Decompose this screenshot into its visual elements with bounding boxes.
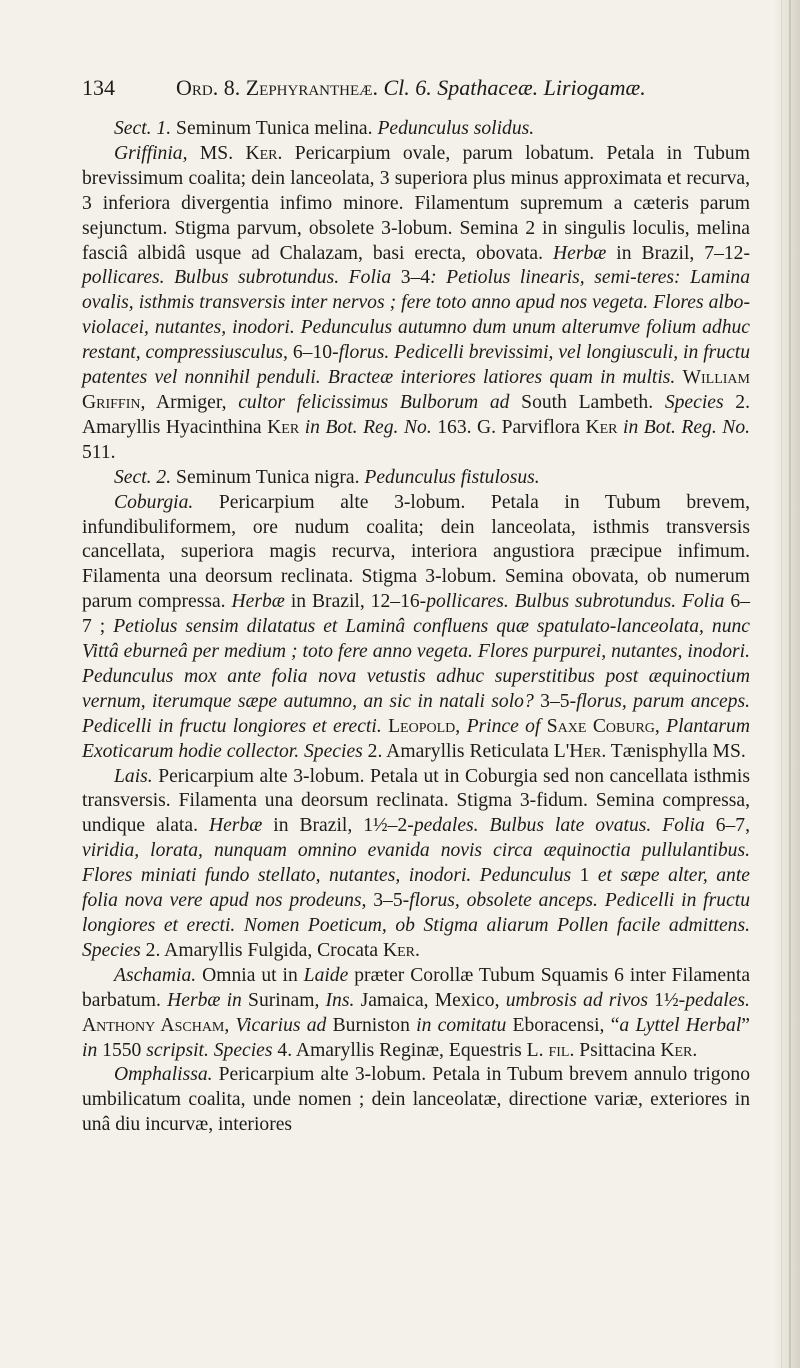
- page-edge-line: [789, 0, 791, 1368]
- genus-griffinia: Griffinia, MS. Ker. Pericarpium ovale, parum lobatum. Petala in Tubum brevissimum coalita; dein lanceolata, 3 superiora plus minus approximata et recurva, 3 inferiora divergentia infimo minore. Filamentum supremum a cæteris parum sejunctum. Stigma parvum, obsolete 3-lobum. Semina 2 in singulis loculis, melina fasciâ albidâ usque ad Chalazam, basi erecta, obovata. Herbæ in Brazil, 7–12-pollicares. Bulbus subrotundus. Folia 3–4: Petiolus linearis, semi-teres: Lamina ovalis, isthmis transversis inter nervos ; fere toto anno apud nos vegeta. Flores albo-violacei, nutantes, inodori. Pedunculus autumno dum unum alterumve folium adhuc restant, compressiusculus, 6–10-florus. Pedicelli brevissimi, vel longiusculi, in fructu patentes vel nonnihil penduli. Bracteæ interiores latiores quam in multis. William Griffin, Armiger, cultor felicissimus Bulborum ad South Lambeth. Species 2. Amaryllis Hyacinthina Ker in Bot. Reg. No. 163. G. Parviflora Ker in Bot. Reg. No. 511.: [82, 142, 751, 463]
- person-name: Leopold,: [388, 715, 461, 737]
- class-name: Spathaceæ. Liriogamæ.: [437, 75, 646, 100]
- genus-omphalissa: Omphalissa. Pericarpium alte 3-lobum. Petala in Tubum brevem annulo trigono umbilicatum coalita, unde nomen ; dein lanceolatæ, directione variæ, exteriores in unâ diu incurvæ, interiores: [82, 1064, 750, 1136]
- page-number: 134: [82, 75, 115, 100]
- section-heading-1: Sect. 1. Seminum Tunica melina. Pedunculus solidus.: [114, 118, 535, 139]
- person-name: Anthony Ascham,: [82, 1014, 230, 1036]
- person-name: William Griffin,: [82, 367, 750, 413]
- genus-aschamia: Aschamia. Omnia ut in Laide præter Corollæ Tubum Squamis 6 inter Filamenta barbatum. Herbæ in Surinam, Ins. Jamaica, Mexico, umbrosis ad rivos 1½-pedales. Anthony Ascham, Vicarius ad Burniston in comitatu Eboracensi, “a Lyttel Herbal” in 1550 scripsit. Species 4. Amaryllis Reginæ, Equestris L. fil. Psittacina Ker.: [82, 964, 751, 1061]
- page-edge-shadow: [774, 0, 800, 1368]
- class-abbr: Cl. 6.: [383, 75, 432, 100]
- genus-name: Coburgia.: [114, 491, 194, 513]
- genus-name: Omphalissa.: [114, 1064, 213, 1086]
- section-heading-2: Sect. 2. Seminum Tunica nigra. Pedunculus fistulosus.: [114, 466, 540, 488]
- genus-name: Aschamia.: [114, 964, 197, 986]
- order-heading: Ord. 8. Zephyrantheæ.: [176, 75, 378, 100]
- genus-coburgia: Coburgia. Pericarpium alte 3-lobum. Petala in Tubum brevem, infundibuliformem, ore nudum coalita; dein lanceolata, isthmis transversis cancellata, superiora magis recurva, interiora angustiora præcipue infimum. Filamenta una deorsum reclinata. Stigma 3-lobum. Semina obovata, ob numerum parum compressa. Herbæ in Brazil, 12–16-pollicares. Bulbus subrotundus. Folia 6–7 ; Petiolus sensim dilatatus et Laminâ confluens quæ spatulato-lanceolata, nunc Vittâ eburneâ per medium ; toto fere anno vegeta. Flores purpurei, nutantes, inodori. Pedunculus mox ante folia nova vetustis adhuc superstitibus post æquinoctium vernum, iterumque sæpe autumno, an sic in natali solo? 3–5-florus, parum anceps. Pedicelli in fructu longiores et erecti. Leopold, Prince of Saxe Coburg, Plantarum Exoticarum hodie collector. Species 2. Amaryllis Reticulata L'Her. Tænisphylla MS.: [82, 491, 751, 762]
- page-edge-fold: [781, 0, 782, 1368]
- page-body: [82, 117, 750, 1138]
- genus-name: Lais.: [114, 765, 153, 787]
- genus-lais: Lais. Pericarpium alte 3-lobum. Petala ut in Coburgia sed non cancellata isthmis transversis. Filamenta una deorsum reclinata. Stigma 3-fidum. Semina compressa, undique alata. Herbæ in Brazil, 1½–2-pedales. Bulbus late ovatus. Folia 6–7, viridia, lorata, nunquam omnino evanida novis circa æquinoctia pullulantibus. Flores miniati fundo stellato, nutantes, inodori. Pedunculus 1 et sæpe alter, ante folia nova vere apud nos prodeuns, 3–5-florus, obsolete anceps. Pedicelli in fructu longiores et erecti. Nomen Poeticum, ob Stigma aliarum Pollen facile admittens. Species 2. Amaryllis Fulgida, Crocata Ker.: [82, 765, 750, 961]
- running-title: [176, 74, 646, 102]
- genus-name: Griffinia,: [114, 142, 188, 164]
